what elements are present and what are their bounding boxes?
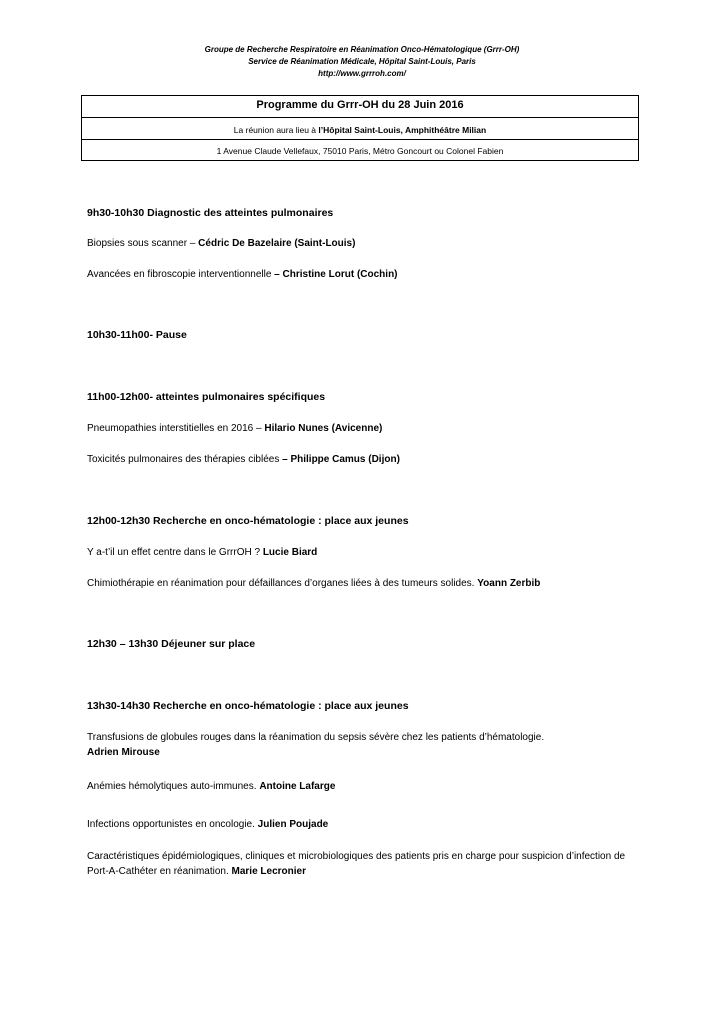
programme-item bbox=[87, 236, 687, 251]
item-title: Chimiothérapie en réanimation pour défaillances d’organes liées à des tumeurs solides. bbox=[87, 578, 478, 589]
programme-item bbox=[87, 817, 687, 832]
item-title: Avancées en fibroscopie interventionnelle bbox=[87, 269, 275, 280]
item-speaker: Cédric De Bazelaire (Saint-Louis) bbox=[198, 238, 356, 249]
item-speaker: – Philippe Camus (Dijon) bbox=[282, 454, 400, 465]
item-title: Biopsies sous scanner – bbox=[87, 238, 199, 249]
session-heading: 9h30-10h30 Diagnostic des atteintes pulmonaires bbox=[87, 207, 334, 219]
programme-box bbox=[81, 95, 639, 161]
session-heading: 12h30 – 13h30 Déjeuner sur place bbox=[87, 638, 256, 650]
item-title: Caractéristiques épidémiologiques, cliniques et microbiologiques des patients pris en charge pour suspicion d’infection de Port-A-Cathéter en réanimation. bbox=[87, 851, 626, 877]
item-title: Pneumopathies interstitielles en 2016 – bbox=[87, 423, 265, 434]
session-heading: 12h00-12h30 Recherche en onco-hématologie : place aux jeunes bbox=[87, 515, 409, 527]
item-speaker: Antoine Lafarge bbox=[259, 781, 336, 792]
programme-item bbox=[87, 576, 687, 591]
venue-prefix: La réunion aura lieu à bbox=[233, 125, 319, 135]
item-title: Y a-t’il un effet centre dans le GrrrOH ? bbox=[87, 547, 263, 558]
box-divider bbox=[82, 117, 638, 118]
programme-item bbox=[87, 730, 557, 760]
item-speaker: Hilario Nunes (Avicenne) bbox=[264, 423, 383, 434]
session-heading: 13h30-14h30 Recherche en onco-hématologie : place aux jeunes bbox=[87, 700, 409, 712]
programme-item bbox=[87, 452, 687, 467]
item-title: Anémies hémolytiques auto-immunes. bbox=[87, 781, 260, 792]
programme-address: 1 Avenue Claude Vellefaux, 75010 Paris, Métro Goncourt ou Colonel Fabien bbox=[216, 146, 504, 156]
item-speaker: Adrien Mirouse bbox=[87, 747, 160, 758]
item-speaker: Julien Poujade bbox=[257, 819, 329, 830]
programme-venue bbox=[82, 125, 638, 135]
organization-header bbox=[0, 44, 724, 80]
website-url: http://www.grrroh.com/ bbox=[318, 69, 406, 78]
programme-item bbox=[87, 267, 687, 282]
programme-item bbox=[87, 779, 687, 794]
venue-name: l’Hôpital Saint-Louis, Amphithéâtre Milian bbox=[318, 125, 487, 135]
item-speaker: Yoann Zerbib bbox=[477, 578, 541, 589]
item-title: Infections opportunistes en oncologie. bbox=[87, 819, 258, 830]
item-speaker: Lucie Biard bbox=[262, 547, 318, 558]
service-name: Service de Réanimation Médicale, Hôpital Saint-Louis, Paris bbox=[248, 57, 476, 66]
item-speaker: Marie Lecronier bbox=[231, 866, 306, 877]
box-divider bbox=[82, 139, 638, 140]
item-speaker: – Christine Lorut (Cochin) bbox=[274, 269, 398, 280]
session-heading: 10h30-11h00- Pause bbox=[87, 329, 187, 341]
session-heading: 11h00-12h00- atteintes pulmonaires spécifiques bbox=[87, 391, 326, 403]
programme-title: Programme du Grrr-OH du 28 Juin 2016 bbox=[256, 99, 464, 111]
programme-item bbox=[87, 545, 687, 560]
programme-item bbox=[87, 849, 632, 879]
organization-name: Groupe de Recherche Respiratoire en Réanimation Onco-Hématologique (Grrr-OH) bbox=[204, 45, 520, 54]
item-title: Toxicités pulmonaires des thérapies ciblées bbox=[87, 454, 283, 465]
item-title: Transfusions de globules rouges dans la réanimation du sepsis sévère chez les patients d’hématologie. bbox=[87, 732, 545, 743]
programme-item bbox=[87, 421, 687, 436]
